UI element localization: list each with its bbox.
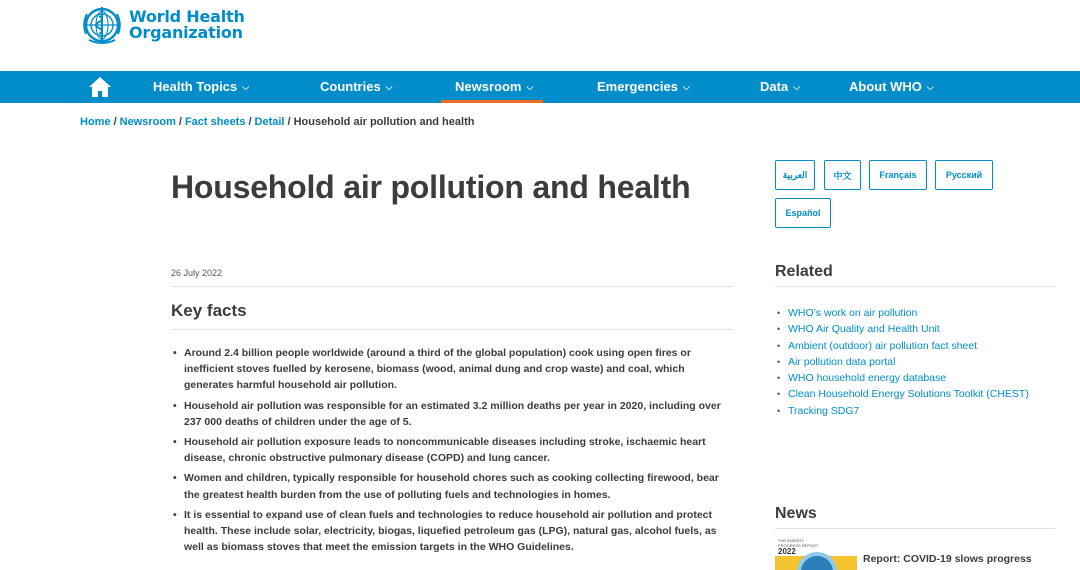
list-item: • Household air pollution was responsible for an estimated 3.2 million deaths per year in 2020, including over 237 000 deaths of children under the age of 5.	[171, 398, 731, 430]
related-link[interactable]: • Tracking SDG7	[776, 403, 1029, 419]
who-logo[interactable]	[79, 4, 245, 46]
breadcrumb-home[interactable]: Home	[80, 116, 111, 128]
chevron-down-icon: ⌵	[682, 82, 690, 92]
divider	[775, 286, 1055, 287]
who-emblem-icon	[79, 4, 125, 46]
nav-label: Health Topics	[153, 79, 238, 94]
breadcrumb-newsroom[interactable]: Newsroom	[119, 116, 176, 128]
thumb-year: 2022	[778, 547, 796, 556]
nav-label: Newsroom	[455, 79, 522, 94]
breadcrumb-separator: /	[113, 116, 117, 128]
breadcrumb-fact-sheets[interactable]: Fact sheets	[184, 116, 246, 128]
lang-button-chinese[interactable]: 中文	[824, 160, 861, 190]
who-logo-text	[129, 9, 245, 41]
chevron-down-icon: ⌵	[385, 82, 393, 92]
breadcrumb	[80, 116, 474, 128]
breadcrumb-separator: /	[248, 116, 252, 128]
breadcrumb-detail[interactable]: Detail	[254, 116, 285, 128]
key-facts-list	[171, 345, 731, 559]
chevron-down-icon: ⌵	[926, 82, 934, 92]
nav-countries[interactable]	[320, 71, 393, 103]
related-links	[776, 305, 1029, 419]
lang-button-french[interactable]: Français	[869, 160, 927, 190]
related-heading: Related	[775, 263, 833, 280]
thumb-caption: THE ENERGY PROGRESS REPORT	[778, 538, 819, 548]
chevron-down-icon: ⌵	[793, 82, 801, 92]
page-title: Household air pollution and health	[171, 169, 691, 205]
logo-line-2: Organization	[129, 23, 243, 42]
related-link[interactable]: • WHO’s work on air pollution	[776, 305, 1029, 321]
breadcrumb-current: Household air pollution and health	[293, 116, 475, 128]
lang-button-spanish[interactable]: Español	[775, 198, 831, 228]
divider	[775, 528, 1055, 529]
list-item: • Around 2.4 billion people worldwide (around a third of the global population) cook using open fires or inefficient stoves fuelled by kerosene, biomass (wood, animal dung and crop waste) and coal, which generates harmful household air pollution.	[171, 345, 731, 394]
related-link[interactable]: • Ambient (outdoor) air pollution fact sheet	[776, 338, 1029, 354]
nav-label: Data	[760, 79, 789, 94]
list-item: • It is essential to expand use of clean fuels and technologies to reduce household air pollution and protect health. These include solar, electricity, biogas, liquefied petroleum gas (LPG), natural gas, alcohol fuels, as well as biomass stoves that meet the emission targets in the WHO Guidelines.	[171, 507, 731, 556]
lang-button-arabic[interactable]: العربية	[775, 160, 815, 190]
chevron-down-icon: ⌵	[242, 82, 250, 92]
home-icon[interactable]	[88, 76, 112, 98]
news-thumbnail[interactable]	[775, 534, 857, 570]
lang-button-russian[interactable]: Русский	[935, 160, 993, 190]
nav-label: About WHO	[849, 79, 922, 94]
nav-data[interactable]	[760, 71, 800, 103]
related-link[interactable]: • WHO Air Quality and Health Unit	[776, 321, 1029, 337]
related-link[interactable]: • Clean Household Energy Solutions Toolkit (CHEST)	[776, 386, 1029, 402]
divider	[171, 286, 734, 287]
related-link[interactable]: • WHO household energy database	[776, 370, 1029, 386]
divider	[171, 329, 734, 330]
breadcrumb-separator: /	[287, 116, 291, 128]
nav-about-who[interactable]	[849, 71, 934, 103]
nav-health-topics[interactable]	[153, 71, 249, 103]
news-item-title[interactable]: Report: COVID-19 slows progress	[863, 553, 1032, 565]
nav-newsroom[interactable]	[455, 71, 533, 103]
main-nav	[0, 71, 1080, 103]
chevron-down-icon: ⌵	[526, 82, 534, 92]
list-item: • Women and children, typically responsible for household chores such as cooking collecting firewood, bear the greatest health burden from the use of polluting fuels and technologies in homes.	[171, 470, 731, 502]
news-heading: News	[775, 505, 817, 522]
related-link[interactable]: • Air pollution data portal	[776, 354, 1029, 370]
publish-date: 26 July 2022	[171, 268, 223, 278]
key-facts-heading: Key facts	[171, 301, 247, 320]
list-item: • Household air pollution exposure leads to noncommunicable diseases including stroke, ischaemic heart disease, chronic obstructive pulmonary disease (COPD) and lung cancer.	[171, 434, 731, 466]
breadcrumb-separator: /	[178, 116, 182, 128]
thumb-circle	[797, 552, 837, 570]
nav-label: Emergencies	[597, 79, 678, 94]
nav-label: Countries	[320, 79, 381, 94]
nav-emergencies[interactable]	[597, 71, 690, 103]
logo-line-1: World Health	[129, 7, 245, 26]
